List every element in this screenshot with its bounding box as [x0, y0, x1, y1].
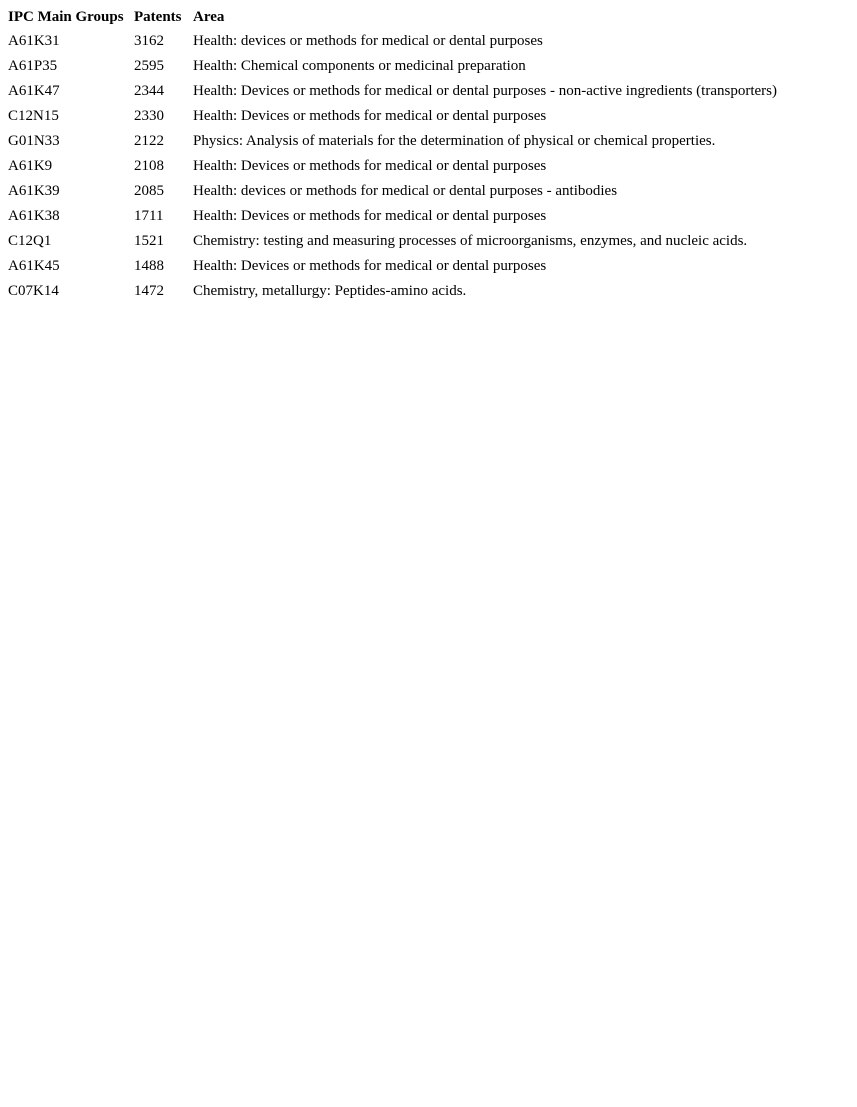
ipc-code-cell: C07K14 [8, 283, 59, 299]
area-cell: Health: Devices or methods for medical or dental purposes [193, 158, 547, 174]
ipc-code-cell: C12Q1 [8, 233, 52, 249]
table-row [6, 229, 779, 254]
patent-count-cell: 1488 [134, 258, 164, 274]
area-cell: Health: Devices or methods for medical or dental purposes [193, 258, 547, 274]
ipc-code-cell: A61K45 [8, 258, 60, 274]
table-row [6, 279, 779, 304]
ipc-code-cell: G01N33 [8, 133, 60, 149]
area-cell: Chemistry, metallurgy: Peptides-amino acids. [193, 283, 467, 299]
patent-count-cell: 2108 [134, 158, 164, 174]
ipc-code-cell: A61K39 [8, 183, 60, 199]
patent-count-cell: 2085 [134, 183, 164, 199]
table-row [6, 179, 779, 204]
patent-count-cell: 2122 [134, 133, 164, 149]
area-cell: Chemistry: testing and measuring processes of microorganisms, enzymes, and nucleic acids. [193, 233, 748, 249]
table-row [6, 29, 779, 54]
patent-count-cell: 1711 [134, 208, 164, 224]
area-cell: Health: Devices or methods for medical or dental purposes [193, 208, 547, 224]
table-row [6, 129, 779, 154]
header-row [6, 5, 779, 29]
table-row [6, 54, 779, 79]
header-area: Area [193, 8, 225, 25]
area-cell: Health: Chemical components or medicinal preparation [193, 58, 526, 74]
table-row [6, 154, 779, 179]
area-cell: Health: devices or methods for medical or dental purposes [193, 33, 543, 49]
area-cell: Health: devices or methods for medical or dental purposes - antibodies [193, 183, 618, 199]
header-patents: Patents [134, 8, 182, 25]
table-row [6, 79, 779, 104]
table-row [6, 204, 779, 229]
ipc-code-cell: C12N15 [8, 108, 59, 124]
ipc-code-cell: A61K31 [8, 33, 60, 49]
ipc-code-cell: A61K47 [8, 83, 60, 99]
table-row [6, 104, 779, 129]
area-cell: Health: Devices or methods for medical or dental purposes - non-active ingredients (transporters) [193, 83, 777, 99]
ipc-code-cell: A61K9 [8, 158, 53, 174]
patent-count-cell: 2330 [134, 108, 164, 124]
area-cell: Physics: Analysis of materials for the determination of physical or chemical properties. [193, 133, 716, 149]
patent-count-cell: 1472 [134, 283, 164, 299]
ipc-code-cell: A61K38 [8, 208, 60, 224]
header-ipc-main-groups: IPC Main Groups [8, 8, 124, 25]
patent-count-cell: 2595 [134, 58, 164, 74]
ipc-patents-table [6, 5, 779, 304]
patent-count-cell: 1521 [134, 233, 164, 249]
table-row [6, 254, 779, 279]
patent-count-cell: 3162 [134, 33, 164, 49]
ipc-code-cell: A61P35 [8, 58, 58, 74]
patent-count-cell: 2344 [134, 83, 164, 99]
area-cell: Health: Devices or methods for medical or dental purposes [193, 108, 547, 124]
